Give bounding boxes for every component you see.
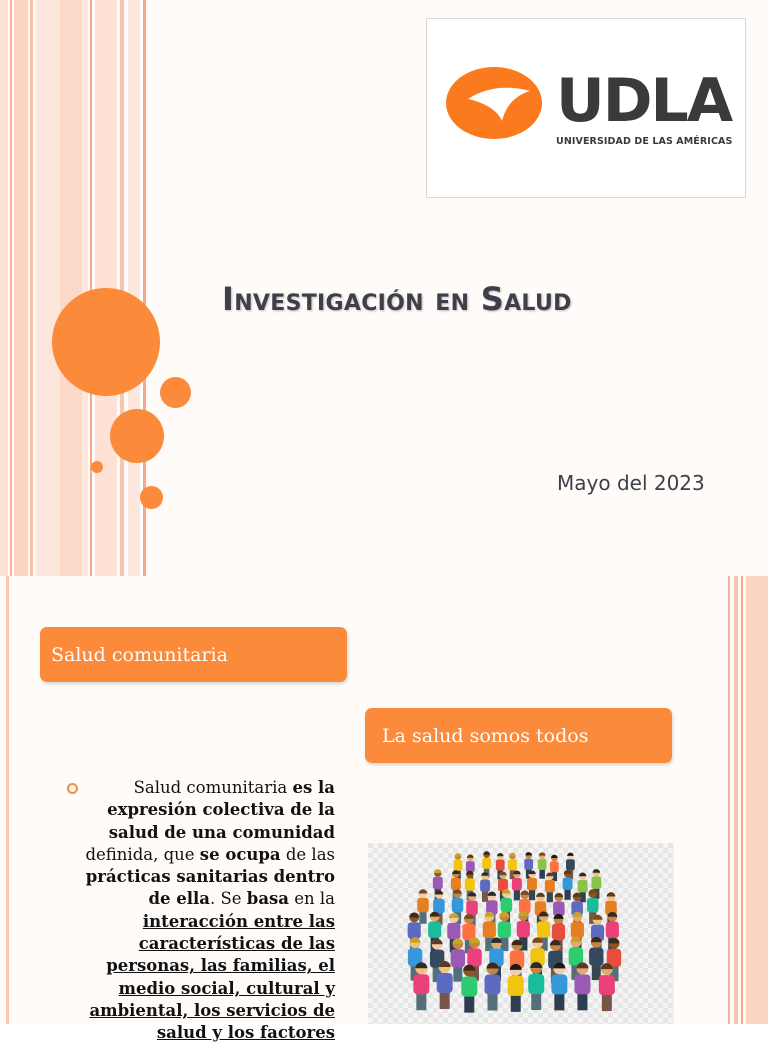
university-logo xyxy=(426,18,746,198)
decorative-circle-small-2 xyxy=(140,486,163,509)
left-border-line xyxy=(6,576,9,1024)
para-bold-4: basa xyxy=(246,889,289,909)
logo-mark-icon xyxy=(446,65,546,141)
slide-title: Investigación en Salud xyxy=(222,280,572,318)
para-text-1: Salud comunitaria xyxy=(133,778,293,797)
para-text-5: en la xyxy=(289,889,335,909)
decorative-circle-small xyxy=(91,461,103,473)
decorative-circle-medium-2 xyxy=(110,409,164,463)
para-bold-1: es la expresión colectiva de la salud de una comunidad xyxy=(107,778,335,842)
para-text-2: definida, que xyxy=(85,844,200,864)
decorative-stripes-right xyxy=(728,576,768,1024)
logo-subtitle: UNIVERSIDAD DE LAS AMÉRICAS xyxy=(556,136,733,147)
para-text-4: . Se xyxy=(209,889,247,909)
definition-paragraph xyxy=(73,777,335,1045)
para-bold-3: prácticas sanitarias dentro de ella xyxy=(85,867,335,909)
slide-date: Mayo del 2023 xyxy=(557,471,705,495)
para-bold-2: se ocupa xyxy=(199,844,281,864)
section-heading-box: Salud comunitaria xyxy=(40,627,347,682)
para-underline-1: interacción entre las características de las personas, las familias, el medio social, cultural y ambiental, los servicios de salud y los factores xyxy=(89,911,335,1043)
subheading-box: La salud somos todos xyxy=(365,708,672,763)
para-text-3: de las xyxy=(280,844,335,864)
logo-brand: UDLA xyxy=(556,66,732,136)
content-slide xyxy=(0,576,768,1043)
decorative-circle-medium xyxy=(160,377,191,408)
decorative-stripes xyxy=(0,0,150,576)
decorative-circle-large xyxy=(52,288,160,396)
crowd-illustration xyxy=(368,843,674,1024)
